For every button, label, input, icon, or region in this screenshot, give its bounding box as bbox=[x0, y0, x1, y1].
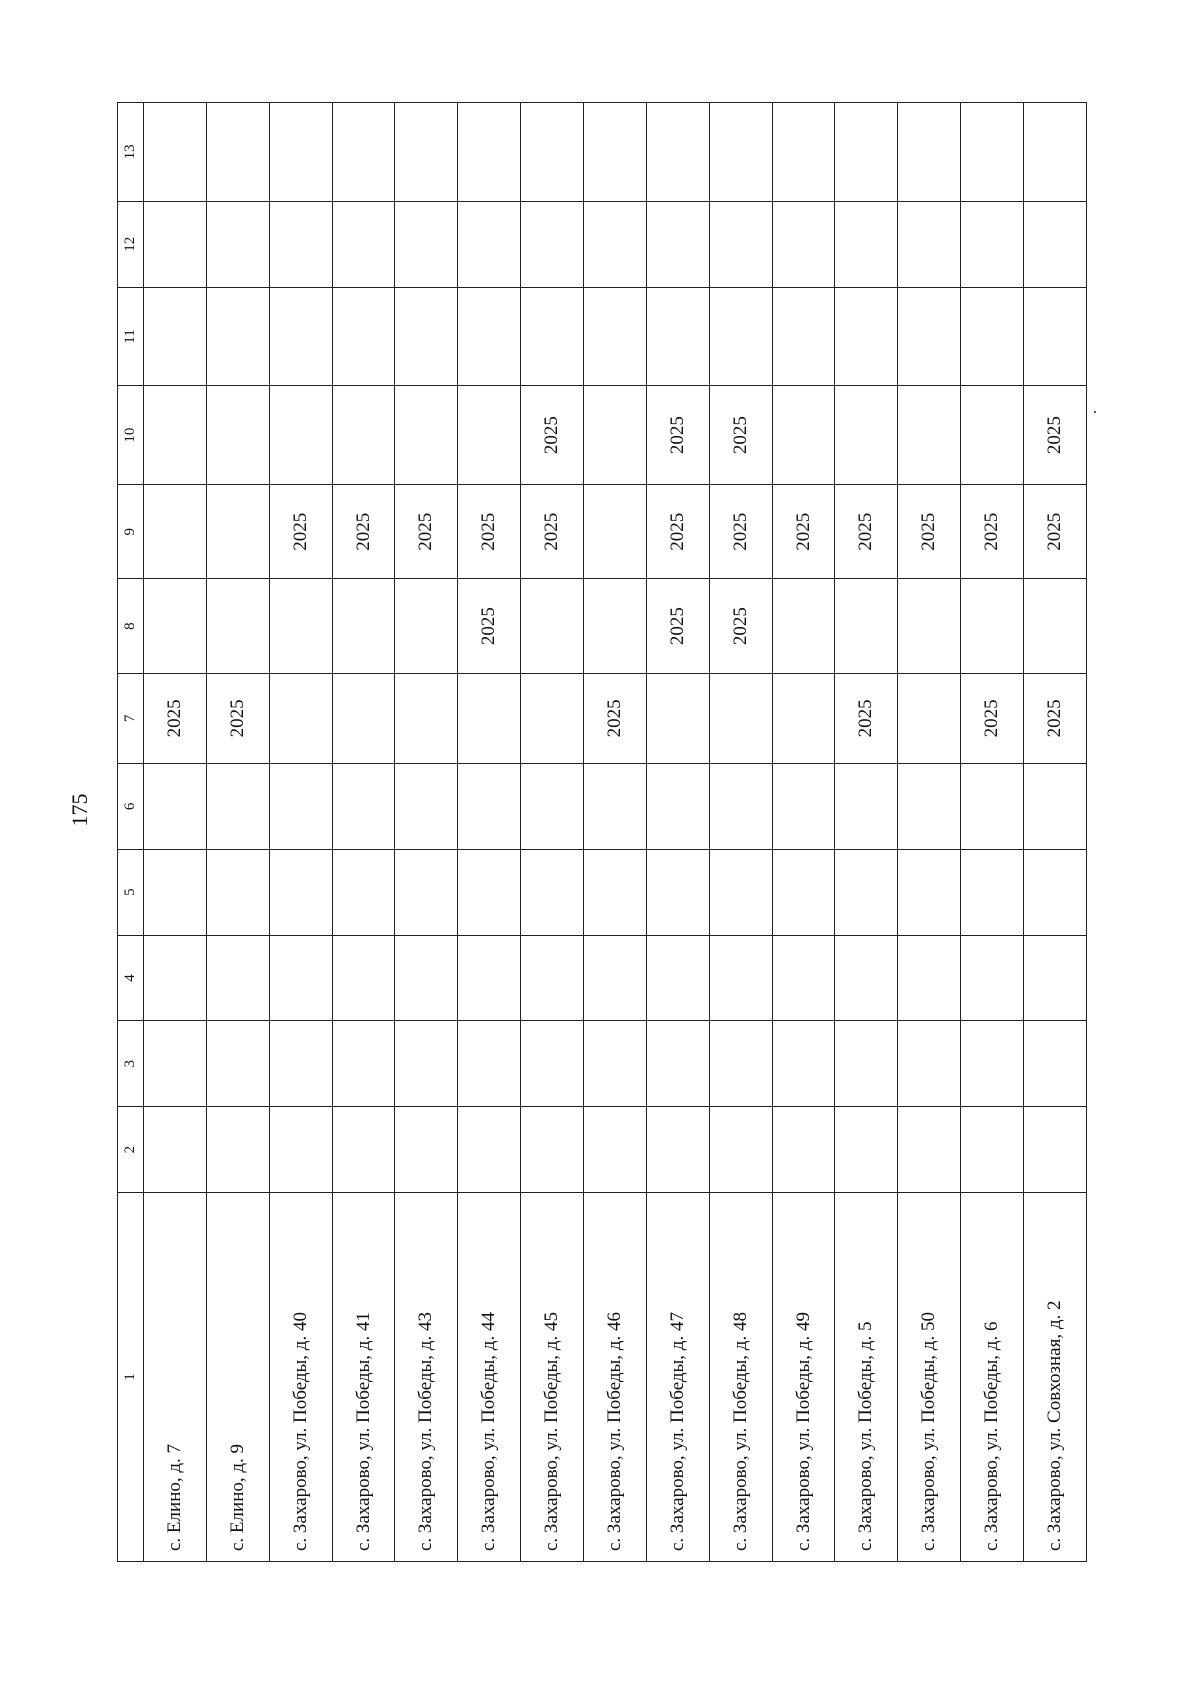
address-cell: с. Захарово, ул. Победы, д. 43 bbox=[395, 1192, 458, 1561]
year-cell bbox=[584, 579, 647, 673]
year-cell bbox=[395, 763, 458, 849]
year-cell: 2025 bbox=[206, 673, 269, 763]
address-cell: с. Захарово, ул. Победы, д. 45 bbox=[521, 1192, 584, 1561]
year-cell: 2025 bbox=[898, 485, 961, 579]
year-cell bbox=[395, 103, 458, 202]
year-cell bbox=[458, 849, 521, 935]
year-cell bbox=[835, 849, 898, 935]
year-cell bbox=[1024, 287, 1087, 386]
year-cell bbox=[144, 287, 207, 386]
year-cell bbox=[144, 386, 207, 485]
year-cell: 2025 bbox=[835, 673, 898, 763]
table-row bbox=[521, 103, 584, 1562]
column-header-4: 4 bbox=[118, 935, 144, 1021]
table-row bbox=[206, 103, 269, 1562]
year-cell bbox=[898, 1107, 961, 1193]
year-cell bbox=[206, 1107, 269, 1193]
year-cell bbox=[709, 1107, 772, 1193]
column-header-9: 9 bbox=[118, 485, 144, 579]
year-cell bbox=[144, 935, 207, 1021]
year-cell bbox=[898, 287, 961, 386]
year-cell bbox=[835, 935, 898, 1021]
column-header-6: 6 bbox=[118, 763, 144, 849]
year-cell bbox=[646, 935, 709, 1021]
year-cell bbox=[709, 673, 772, 763]
year-cell bbox=[898, 386, 961, 485]
year-cell bbox=[206, 849, 269, 935]
year-cell bbox=[458, 673, 521, 763]
year-cell bbox=[206, 201, 269, 287]
year-cell bbox=[835, 201, 898, 287]
year-cell bbox=[584, 103, 647, 202]
year-cell: 2025 bbox=[144, 673, 207, 763]
year-cell: 2025 bbox=[646, 386, 709, 485]
year-cell bbox=[395, 579, 458, 673]
year-cell bbox=[332, 201, 395, 287]
year-cell bbox=[898, 763, 961, 849]
year-cell bbox=[395, 1021, 458, 1107]
year-cell bbox=[269, 849, 332, 935]
year-cell bbox=[269, 287, 332, 386]
year-cell bbox=[144, 103, 207, 202]
year-cell bbox=[206, 386, 269, 485]
year-cell bbox=[269, 1021, 332, 1107]
year-cell bbox=[521, 287, 584, 386]
year-cell: 2025 bbox=[1024, 673, 1087, 763]
year-cell bbox=[206, 935, 269, 1021]
year-cell bbox=[961, 763, 1024, 849]
year-cell bbox=[584, 485, 647, 579]
year-cell bbox=[1024, 103, 1087, 202]
year-cell: 2025 bbox=[1024, 386, 1087, 485]
table-row bbox=[458, 103, 521, 1562]
column-header-12: 12 bbox=[118, 201, 144, 287]
table-row bbox=[646, 103, 709, 1562]
year-cell bbox=[835, 103, 898, 202]
year-cell bbox=[961, 579, 1024, 673]
year-cell bbox=[961, 849, 1024, 935]
year-cell bbox=[521, 673, 584, 763]
year-cell: 2025 bbox=[1024, 485, 1087, 579]
year-cell bbox=[961, 1107, 1024, 1193]
year-cell: 2025 bbox=[835, 485, 898, 579]
table-row bbox=[772, 103, 835, 1562]
year-cell bbox=[521, 579, 584, 673]
column-header-1: 1 bbox=[118, 1192, 144, 1561]
year-cell bbox=[332, 935, 395, 1021]
year-cell bbox=[521, 1021, 584, 1107]
year-cell: 2025 bbox=[961, 485, 1024, 579]
year-cell bbox=[458, 763, 521, 849]
year-cell bbox=[772, 579, 835, 673]
year-cell bbox=[584, 1021, 647, 1107]
year-cell bbox=[1024, 1021, 1087, 1107]
year-cell bbox=[395, 849, 458, 935]
year-cell bbox=[584, 849, 647, 935]
year-cell bbox=[584, 201, 647, 287]
year-cell bbox=[772, 763, 835, 849]
address-cell: с. Захарово, ул. Победы, д. 47 bbox=[646, 1192, 709, 1561]
year-cell bbox=[772, 849, 835, 935]
column-header-2: 2 bbox=[118, 1107, 144, 1193]
year-cell bbox=[709, 103, 772, 202]
year-cell bbox=[269, 386, 332, 485]
column-header-3: 3 bbox=[118, 1021, 144, 1107]
year-cell: 2025 bbox=[395, 485, 458, 579]
year-cell bbox=[646, 673, 709, 763]
table-row bbox=[898, 103, 961, 1562]
year-cell bbox=[206, 287, 269, 386]
year-cell bbox=[521, 935, 584, 1021]
year-cell: 2025 bbox=[584, 673, 647, 763]
year-cell bbox=[646, 849, 709, 935]
year-cell bbox=[961, 386, 1024, 485]
year-cell bbox=[458, 103, 521, 202]
address-cell: с. Захарово, ул. Победы, д. 50 bbox=[898, 1192, 961, 1561]
column-header-11: 11 bbox=[118, 287, 144, 386]
year-cell bbox=[898, 1021, 961, 1107]
year-cell bbox=[709, 287, 772, 386]
year-cell: 2025 bbox=[772, 485, 835, 579]
table-row bbox=[584, 103, 647, 1562]
year-cell: 2025 bbox=[709, 579, 772, 673]
year-cell bbox=[206, 1021, 269, 1107]
year-cell bbox=[709, 201, 772, 287]
year-cell bbox=[332, 673, 395, 763]
data-table bbox=[117, 102, 1087, 1562]
year-cell bbox=[395, 287, 458, 386]
year-cell bbox=[898, 673, 961, 763]
year-cell bbox=[269, 935, 332, 1021]
year-cell bbox=[269, 673, 332, 763]
year-cell bbox=[144, 763, 207, 849]
year-cell bbox=[646, 287, 709, 386]
table-row bbox=[395, 103, 458, 1562]
year-cell bbox=[269, 103, 332, 202]
year-cell bbox=[646, 1021, 709, 1107]
address-cell: с. Елино, д. 9 bbox=[206, 1192, 269, 1561]
table-row bbox=[1024, 103, 1087, 1562]
year-cell bbox=[835, 1021, 898, 1107]
year-cell bbox=[646, 1107, 709, 1193]
year-cell bbox=[332, 1107, 395, 1193]
year-cell bbox=[1024, 1107, 1087, 1193]
year-cell: 2025 bbox=[332, 485, 395, 579]
year-cell bbox=[1024, 763, 1087, 849]
year-cell bbox=[584, 287, 647, 386]
year-cell bbox=[458, 201, 521, 287]
year-cell bbox=[206, 579, 269, 673]
year-cell bbox=[772, 935, 835, 1021]
year-cell bbox=[144, 1107, 207, 1193]
address-cell: с. Захарово, ул. Победы, д. 46 bbox=[584, 1192, 647, 1561]
year-cell bbox=[458, 1107, 521, 1193]
year-cell bbox=[772, 201, 835, 287]
year-cell bbox=[206, 103, 269, 202]
address-cell: с. Захарово, ул. Победы, д. 6 bbox=[961, 1192, 1024, 1561]
year-cell bbox=[332, 849, 395, 935]
year-cell bbox=[521, 849, 584, 935]
year-cell bbox=[332, 579, 395, 673]
address-cell: с. Захарово, ул. Совхозная, д. 2 bbox=[1024, 1192, 1087, 1561]
year-cell: 2025 bbox=[646, 579, 709, 673]
table-row bbox=[269, 103, 332, 1562]
year-cell bbox=[458, 1021, 521, 1107]
column-header-8: 8 bbox=[118, 579, 144, 673]
year-cell bbox=[898, 103, 961, 202]
year-cell bbox=[772, 103, 835, 202]
address-cell: с. Захарово, ул. Победы, д. 5 bbox=[835, 1192, 898, 1561]
year-cell bbox=[269, 579, 332, 673]
column-header-10: 10 bbox=[118, 386, 144, 485]
year-cell bbox=[144, 201, 207, 287]
year-cell bbox=[646, 103, 709, 202]
year-cell bbox=[835, 763, 898, 849]
year-cell bbox=[961, 935, 1024, 1021]
year-cell: 2025 bbox=[458, 485, 521, 579]
year-cell bbox=[584, 763, 647, 849]
table-row bbox=[332, 103, 395, 1562]
year-cell bbox=[584, 935, 647, 1021]
table-row bbox=[835, 103, 898, 1562]
year-cell: 2025 bbox=[709, 386, 772, 485]
year-cell bbox=[709, 1021, 772, 1107]
year-cell bbox=[144, 485, 207, 579]
year-cell bbox=[709, 849, 772, 935]
page-number: 175 bbox=[67, 793, 92, 827]
address-cell: с. Захарово, ул. Победы, д. 48 bbox=[709, 1192, 772, 1561]
year-cell: 2025 bbox=[458, 579, 521, 673]
year-cell: 2025 bbox=[961, 673, 1024, 763]
year-cell bbox=[1024, 849, 1087, 935]
table-row bbox=[961, 103, 1024, 1562]
year-cell bbox=[584, 1107, 647, 1193]
year-cell bbox=[395, 1107, 458, 1193]
year-cell bbox=[269, 1107, 332, 1193]
year-cell bbox=[772, 287, 835, 386]
year-cell bbox=[835, 386, 898, 485]
year-cell bbox=[458, 935, 521, 1021]
year-cell bbox=[646, 763, 709, 849]
year-cell bbox=[772, 1107, 835, 1193]
year-cell bbox=[961, 201, 1024, 287]
year-cell bbox=[206, 485, 269, 579]
year-cell bbox=[332, 103, 395, 202]
column-header-5: 5 bbox=[118, 849, 144, 935]
scan-speck bbox=[1094, 411, 1096, 413]
year-cell bbox=[835, 1107, 898, 1193]
year-cell bbox=[646, 201, 709, 287]
year-cell: 2025 bbox=[521, 386, 584, 485]
year-cell bbox=[772, 1021, 835, 1107]
address-cell: с. Захарово, ул. Победы, д. 41 bbox=[332, 1192, 395, 1561]
year-cell bbox=[772, 673, 835, 763]
year-cell bbox=[772, 386, 835, 485]
year-cell bbox=[521, 763, 584, 849]
year-cell bbox=[961, 1021, 1024, 1107]
year-cell bbox=[1024, 579, 1087, 673]
year-cell bbox=[332, 763, 395, 849]
year-cell bbox=[395, 935, 458, 1021]
address-cell: с. Захарово, ул. Победы, д. 44 bbox=[458, 1192, 521, 1561]
year-cell bbox=[395, 201, 458, 287]
year-cell bbox=[458, 386, 521, 485]
year-cell: 2025 bbox=[269, 485, 332, 579]
address-cell: с. Захарово, ул. Победы, д. 40 bbox=[269, 1192, 332, 1561]
year-cell bbox=[395, 386, 458, 485]
year-cell bbox=[521, 1107, 584, 1193]
year-cell bbox=[961, 287, 1024, 386]
year-cell bbox=[709, 935, 772, 1021]
year-cell bbox=[835, 579, 898, 673]
table-container bbox=[117, 102, 1087, 1562]
year-cell bbox=[961, 103, 1024, 202]
year-cell bbox=[269, 763, 332, 849]
year-cell bbox=[521, 201, 584, 287]
year-cell bbox=[898, 935, 961, 1021]
year-cell bbox=[709, 763, 772, 849]
year-cell bbox=[332, 386, 395, 485]
year-cell bbox=[332, 1021, 395, 1107]
column-header-13: 13 bbox=[118, 103, 144, 202]
year-cell bbox=[584, 386, 647, 485]
address-cell: с. Елино, д. 7 bbox=[144, 1192, 207, 1561]
table-header-row bbox=[118, 103, 144, 1562]
address-cell: с. Захарово, ул. Победы, д. 49 bbox=[772, 1192, 835, 1561]
year-cell bbox=[458, 287, 521, 386]
year-cell bbox=[898, 579, 961, 673]
year-cell bbox=[206, 763, 269, 849]
year-cell bbox=[1024, 201, 1087, 287]
year-cell: 2025 bbox=[521, 485, 584, 579]
year-cell: 2025 bbox=[646, 485, 709, 579]
year-cell bbox=[144, 579, 207, 673]
year-cell bbox=[269, 201, 332, 287]
year-cell bbox=[1024, 935, 1087, 1021]
year-cell bbox=[395, 673, 458, 763]
column-header-7: 7 bbox=[118, 673, 144, 763]
year-cell bbox=[835, 287, 898, 386]
table-row bbox=[144, 103, 207, 1562]
year-cell bbox=[144, 1021, 207, 1107]
year-cell bbox=[332, 287, 395, 386]
table-row bbox=[709, 103, 772, 1562]
year-cell bbox=[898, 201, 961, 287]
year-cell bbox=[521, 103, 584, 202]
year-cell bbox=[144, 849, 207, 935]
year-cell: 2025 bbox=[709, 485, 772, 579]
year-cell bbox=[898, 849, 961, 935]
